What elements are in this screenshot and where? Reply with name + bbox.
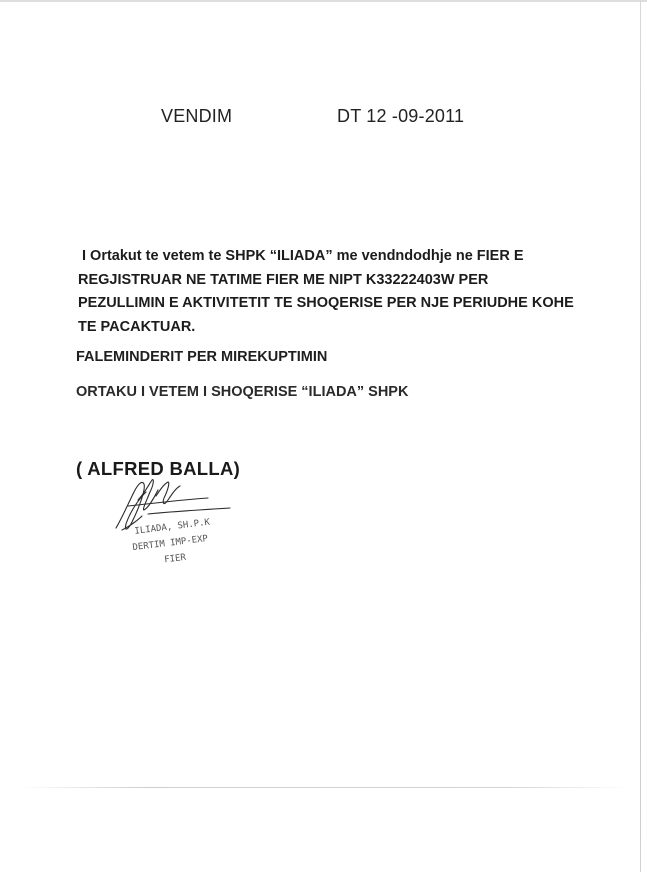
signer-name: ( ALFRED BALLA)	[76, 458, 241, 479]
document-title: VENDIM	[161, 106, 233, 126]
document-date: DT 12 -09-2011	[337, 106, 465, 126]
handwritten-signature	[108, 470, 238, 540]
scan-border-top	[0, 0, 647, 2]
body-line: TE PACAKTUAR.	[78, 318, 196, 335]
body-line: REGJISTRUAR NE TATIME FIER ME NIPT K33222403W PER	[78, 271, 489, 288]
owner-line: ORTAKU I VETEM I SHOQERISE “ILIADA” SHPK	[76, 384, 409, 400]
scan-border-right	[640, 0, 641, 872]
thanks-line: FALEMINDERIT PER MIREKUPTIMIN	[76, 349, 328, 365]
decision-body	[78, 245, 578, 339]
body-line: I Ortakut te vetem te SHPK “ILIADA” me vendndodhje ne FIER E	[82, 248, 524, 264]
scan-border-bottom	[20, 787, 630, 788]
stamp-line: DERTIM IMP-EXP	[132, 533, 209, 554]
stamp-line: ILIADA, SH.P.K	[134, 517, 211, 537]
body-line: PEZULLIMIN E AKTIVITETIT TE SHOQERISE PER NJE PERIUDHE KOHE	[78, 295, 574, 311]
stamp-line: FIER	[163, 552, 187, 566]
